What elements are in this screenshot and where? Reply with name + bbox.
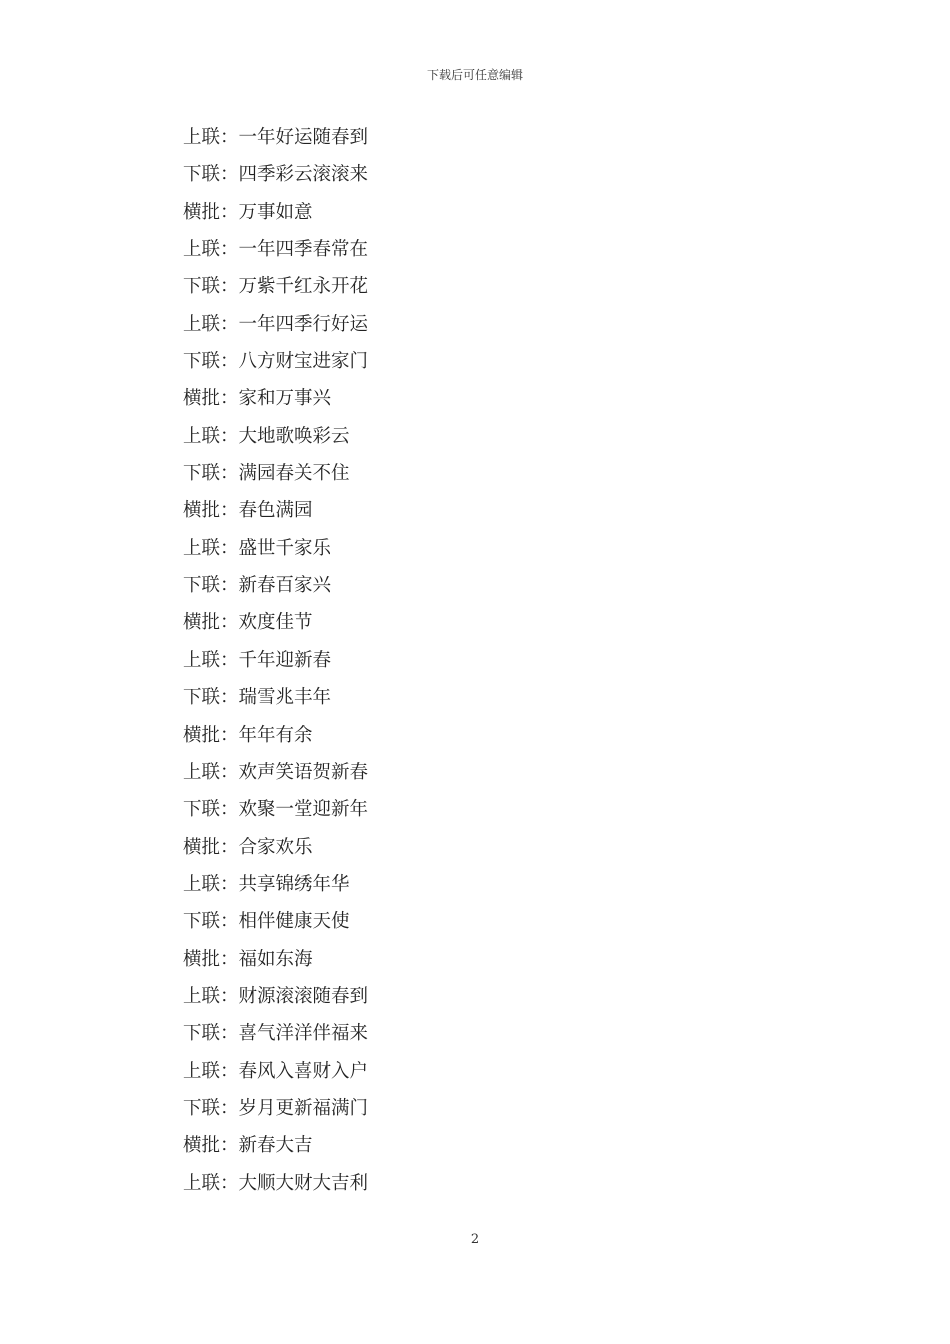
couplet-line-label: 下联 [183,911,221,933]
couplet-line-separator: ： [220,799,239,821]
couplet-line-label: 上联 [183,239,221,261]
couplet-line-separator: ： [220,649,239,671]
couplet-line-label: 横批 [183,836,221,858]
couplet-line-text: 千年迎新春 [238,649,332,671]
couplet-line-separator: ： [220,537,239,559]
couplet-line-label: 下联 [183,164,221,186]
couplet-line-label: 上联 [183,313,221,335]
couplet-line-text: 万紫千红永开花 [238,276,369,298]
couplet-line [183,572,783,609]
couplet-line-separator: ： [220,351,239,373]
couplet-line-text: 欢声笑语贺新春 [238,761,369,783]
couplet-line-label: 上联 [183,985,221,1007]
couplet-line-separator: ： [220,463,239,485]
couplet-line-text: 合家欢乐 [238,836,313,858]
couplet-line [183,834,783,871]
couplet-line [183,871,783,908]
couplet-line-label: 横批 [183,201,221,223]
couplet-line [183,497,783,534]
couplet-line-text: 欢度佳节 [238,612,313,634]
couplet-line-text: 大地歌唤彩云 [238,425,350,447]
couplet-line-text: 财源滚滚随春到 [238,985,369,1007]
couplet-line [183,722,783,759]
couplet-line-label: 上联 [183,425,221,447]
couplet-line-separator: ： [220,164,239,186]
couplet-line-text: 春色满园 [238,500,313,522]
couplet-line [183,535,783,572]
couplet-line-separator: ： [220,425,239,447]
couplet-line [183,1132,783,1169]
couplet-line-label: 上联 [183,761,221,783]
couplet-line-label: 横批 [183,1135,221,1157]
couplet-line-separator: ： [220,388,239,410]
couplet-line-label: 下联 [183,463,221,485]
couplet-line-separator: ： [220,724,239,746]
couplet-line-text: 新春大吉 [238,1135,313,1157]
couplet-line [183,199,783,236]
couplet-line-label: 上联 [183,1172,221,1194]
couplet-line-text: 满园春关不住 [238,463,350,485]
couplet-line [183,385,783,422]
couplet-line [183,273,783,310]
couplet-line-label: 横批 [183,724,221,746]
couplet-line-separator: ： [220,836,239,858]
couplet-line-label: 上联 [183,649,221,671]
couplet-line-label: 下联 [183,575,221,597]
page-number: 2 [470,1232,480,1247]
couplet-line-separator: ： [220,1023,239,1045]
couplet-line [183,684,783,721]
couplet-line-label: 横批 [183,388,221,410]
couplet-line-text: 岁月更新福满门 [238,1097,369,1119]
couplet-line-separator: ： [220,127,239,148]
couplet-line-text: 一年四季春常在 [238,239,369,261]
couplet-line-label: 上联 [183,537,221,559]
couplet-line-text: 欢聚一堂迎新年 [238,799,369,821]
couplet-line [183,1058,783,1095]
couplet-line [183,460,783,497]
couplet-line-separator: ： [220,911,239,933]
couplet-line-text: 八方财宝进家门 [238,351,369,373]
couplet-line-label: 上联 [183,127,221,148]
couplet-line-text: 相伴健康天使 [238,911,350,933]
couplet-line-text: 共享锦绣年华 [238,873,350,895]
couplet-line [183,161,783,198]
couplet-line [183,609,783,646]
couplet-line-separator: ： [220,687,239,709]
couplet-line-text: 大顺大财大吉利 [238,1172,369,1194]
couplet-line-separator: ： [220,1060,239,1082]
couplet-line [183,423,783,460]
couplet-line [183,348,783,385]
couplet-line [183,647,783,684]
couplet-line [183,1020,783,1057]
couplet-line-text: 盛世千家乐 [238,537,332,559]
couplet-line [183,1170,783,1207]
couplet-line-text: 四季彩云滚滚来 [238,164,369,186]
couplet-line-label: 横批 [183,612,221,634]
couplet-line-label: 下联 [183,1023,221,1045]
couplet-line [183,124,783,161]
couplet-line-label: 上联 [183,873,221,895]
couplet-line-separator: ： [220,201,239,223]
couplet-line-text: 一年好运随春到 [238,127,369,148]
couplet-line-label: 下联 [183,276,221,298]
couplet-line [183,908,783,945]
couplet-line [183,983,783,1020]
couplet-line-label: 下联 [183,351,221,373]
couplet-line-label: 上联 [183,1060,221,1082]
couplet-line-separator: ： [220,1135,239,1157]
couplet-line-text: 福如东海 [238,948,313,970]
couplet-line-separator: ： [220,1172,239,1194]
couplet-line-separator: ： [220,948,239,970]
couplet-line-separator: ： [220,873,239,895]
couplet-line-text: 瑞雪兆丰年 [238,687,332,709]
couplet-line-label: 横批 [183,500,221,522]
couplet-line-label: 下联 [183,1097,221,1119]
couplet-line-separator: ： [220,500,239,522]
couplet-line-text: 年年有余 [238,724,313,746]
couplet-line-separator: ： [220,276,239,298]
couplet-line [183,236,783,273]
couplet-list [183,124,783,1207]
couplet-line [183,759,783,796]
couplet-line [183,796,783,833]
couplet-line [183,1095,783,1132]
page-header: 下载后可任意编辑 [426,68,523,82]
couplet-line-label: 下联 [183,687,221,709]
couplet-line-text: 新春百家兴 [238,575,332,597]
couplet-line-separator: ： [220,575,239,597]
couplet-line [183,946,783,983]
couplet-line-separator: ： [220,985,239,1007]
couplet-line-separator: ： [220,1097,239,1119]
couplet-line-text: 万事如意 [238,201,313,223]
couplet-line-separator: ： [220,612,239,634]
couplet-line-separator: ： [220,239,239,261]
couplet-line-label: 横批 [183,948,221,970]
couplet-line-text: 家和万事兴 [238,388,332,410]
couplet-line-separator: ： [220,761,239,783]
couplet-line [183,311,783,348]
couplet-line-separator: ： [220,313,239,335]
couplet-line-text: 喜气洋洋伴福来 [238,1023,369,1045]
couplet-line-text: 一年四季行好运 [238,313,369,335]
couplet-line-text: 春风入喜财入户 [238,1060,369,1082]
couplet-line-label: 下联 [183,799,221,821]
